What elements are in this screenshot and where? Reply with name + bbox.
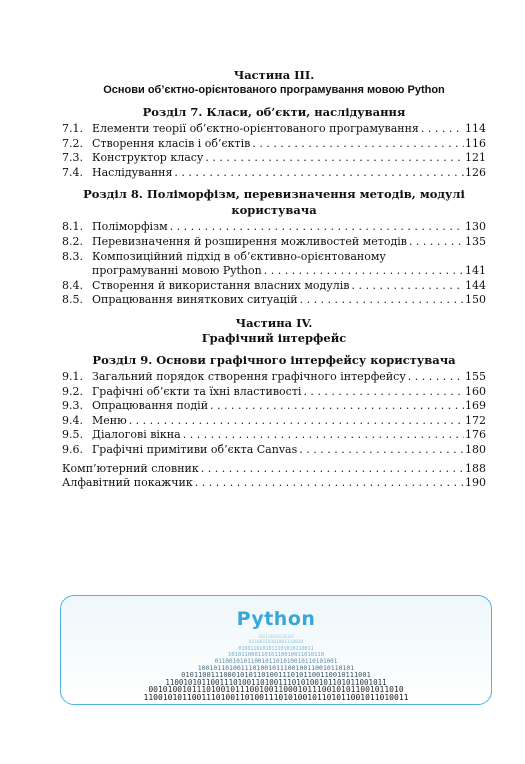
toc-entry[interactable] (62, 151, 486, 166)
part-4-title: Частина IV. (235, 315, 313, 330)
entry-page: 116 (465, 136, 486, 150)
toc-entry[interactable] (62, 370, 486, 385)
entry-page: 160 (465, 384, 486, 398)
entry-title: Створення класів і об’єктів (92, 136, 251, 150)
entry-title: Наслідування (92, 165, 173, 179)
entry-page: 188 (465, 461, 486, 475)
entry-title: Опрацювання виняткових ситуацій (92, 293, 298, 307)
entry-number: 8.3. (62, 249, 83, 263)
leader-dots (303, 385, 464, 400)
entry-title: Загальний порядок створення графічного інтерфейсу (92, 369, 406, 383)
entry-number: 9.4. (62, 413, 83, 427)
entry-title: Комп’ютерний словник (62, 461, 199, 475)
entry-number: 7.4. (62, 165, 83, 179)
part-4-subtitle: Графічний інтерфейс (201, 330, 347, 345)
entry-title: Перевизначення й розширення можливостей методів (92, 234, 407, 248)
leader-dots (409, 235, 464, 250)
toc-entry[interactable] (62, 166, 486, 181)
toc-entry[interactable] (62, 235, 486, 250)
entry-page: 155 (465, 369, 486, 383)
entry-page: 169 (465, 399, 486, 413)
binary-line: 101110010110101 (257, 634, 295, 639)
toc-entry[interactable] (62, 385, 486, 400)
toc-entry[interactable] (62, 414, 486, 429)
toc-entry[interactable] (62, 293, 486, 308)
leader-dots (174, 166, 464, 181)
entry-number: 8.5. (62, 293, 83, 307)
table-of-contents (62, 68, 486, 491)
toc-entry[interactable] (62, 399, 486, 414)
entry-number: 7.1. (62, 122, 83, 135)
binary-line: 00101001011101001011100100110001011100101011001011010 (148, 685, 404, 694)
entry-page: 172 (465, 413, 486, 427)
entry-title: Меню (92, 413, 127, 427)
entry-title-line-1: Композиційний підхід в об’єктивно-орієнтованому (92, 249, 386, 263)
toc-entry[interactable] (62, 250, 486, 279)
toc-entry[interactable] (62, 428, 486, 443)
entry-title: Опрацювання подій (92, 399, 209, 413)
binary-line: 010110011100010101101001110101100110010111001 (181, 671, 371, 679)
entry-page: 135 (465, 234, 486, 248)
leader-dots (183, 428, 464, 443)
leader-dots (351, 279, 464, 294)
section-7-entries (62, 122, 486, 180)
leader-dots (129, 414, 464, 429)
entry-number: 8.1. (62, 220, 83, 234)
binary-line: 0100110101011101010110011 (238, 646, 314, 652)
binary-line: 1100101011001110100110100111010100101101011001011010011 (143, 693, 409, 702)
entry-page: 114 (465, 122, 486, 135)
entry-number: 7.2. (62, 136, 83, 150)
binary-line: 10101100011010110010011010110 (227, 652, 325, 658)
entry-number: 9.5. (62, 428, 83, 442)
entry-page: 141 (465, 264, 486, 278)
toc-entry[interactable] (62, 443, 486, 458)
leader-dots (195, 476, 464, 491)
binary-line: 1100101011001110100110100111010100101101011001011 (165, 678, 387, 687)
leader-dots (408, 370, 464, 385)
entry-page: 150 (465, 293, 486, 307)
python-banner (60, 595, 492, 705)
toc-entry[interactable] (62, 137, 486, 152)
entry-page: 176 (465, 428, 486, 442)
section-9-title: Розділ 9. Основи графічного інтерфейсу користувача (92, 352, 456, 367)
entry-number: 8.2. (62, 234, 83, 248)
leader-dots (252, 137, 464, 152)
section-8-title: Розділ 8. Поліморфізм, перевизначення методів, модулі користувача (83, 187, 465, 218)
leader-dots (264, 264, 464, 279)
entry-title: Діалогові вікна (92, 428, 181, 442)
part-3-title: Частина ІІІ. (233, 68, 315, 82)
entry-number: 8.4. (62, 278, 83, 292)
toc-entry[interactable] (62, 220, 486, 235)
binary-line: 0110010101100101101010010110101001 (214, 658, 338, 665)
entry-title: Алфавітний покажчик (62, 476, 193, 490)
entry-title: Графічні примітиви об’єкта Canvas (92, 442, 298, 456)
entry-page: 144 (465, 278, 486, 292)
entry-page: 190 (465, 476, 486, 490)
part-3-subtitle: Основи об’єктно-орієнтованого програмування мовою Python (103, 84, 445, 96)
section-9-entries (62, 370, 486, 458)
entry-number: 9.6. (62, 442, 83, 456)
entry-number: 7.3. (62, 151, 83, 165)
entry-number: 9.2. (62, 384, 83, 398)
toc-entry-glossary[interactable] (62, 462, 486, 477)
entry-title: Графічні об’єкти та їхні властивості (92, 384, 302, 398)
entry-title: Створення й використання власних модулів (92, 278, 350, 292)
leader-dots (210, 399, 464, 414)
entry-page: 180 (465, 442, 486, 456)
leader-dots (170, 220, 464, 235)
entry-page: 126 (465, 165, 486, 179)
leader-dots (205, 151, 464, 166)
section-8-entries (62, 220, 486, 308)
leader-dots (201, 462, 464, 477)
toc-entry-index[interactable] (62, 476, 486, 491)
entry-number: 9.1. (62, 369, 83, 383)
entry-number: 9.3. (62, 399, 83, 413)
entry-title-line-2: програмуванні мовою Python (92, 264, 262, 278)
leader-dots (299, 443, 464, 458)
binary-line: 1001011010011101001011100100110010110101 (197, 664, 355, 672)
entry-page: 130 (465, 220, 486, 234)
leader-dots (300, 293, 464, 308)
entry-title: Елементи теорії об’єктно-орієнтованого програмування (92, 122, 419, 135)
binary-line: 01100110101001110010 (248, 640, 304, 645)
entry-title: Поліморфізм (92, 220, 168, 234)
section-7-title: Розділ 7. Класи, об’єкти, наслідування (142, 105, 406, 119)
entry-page: 121 (465, 151, 486, 165)
toc-entry[interactable] (62, 122, 486, 137)
python-logo: Python (236, 608, 316, 630)
toc-entry[interactable] (62, 279, 486, 294)
entry-title: Конструктор класу (92, 151, 204, 165)
leader-dots (421, 122, 464, 137)
